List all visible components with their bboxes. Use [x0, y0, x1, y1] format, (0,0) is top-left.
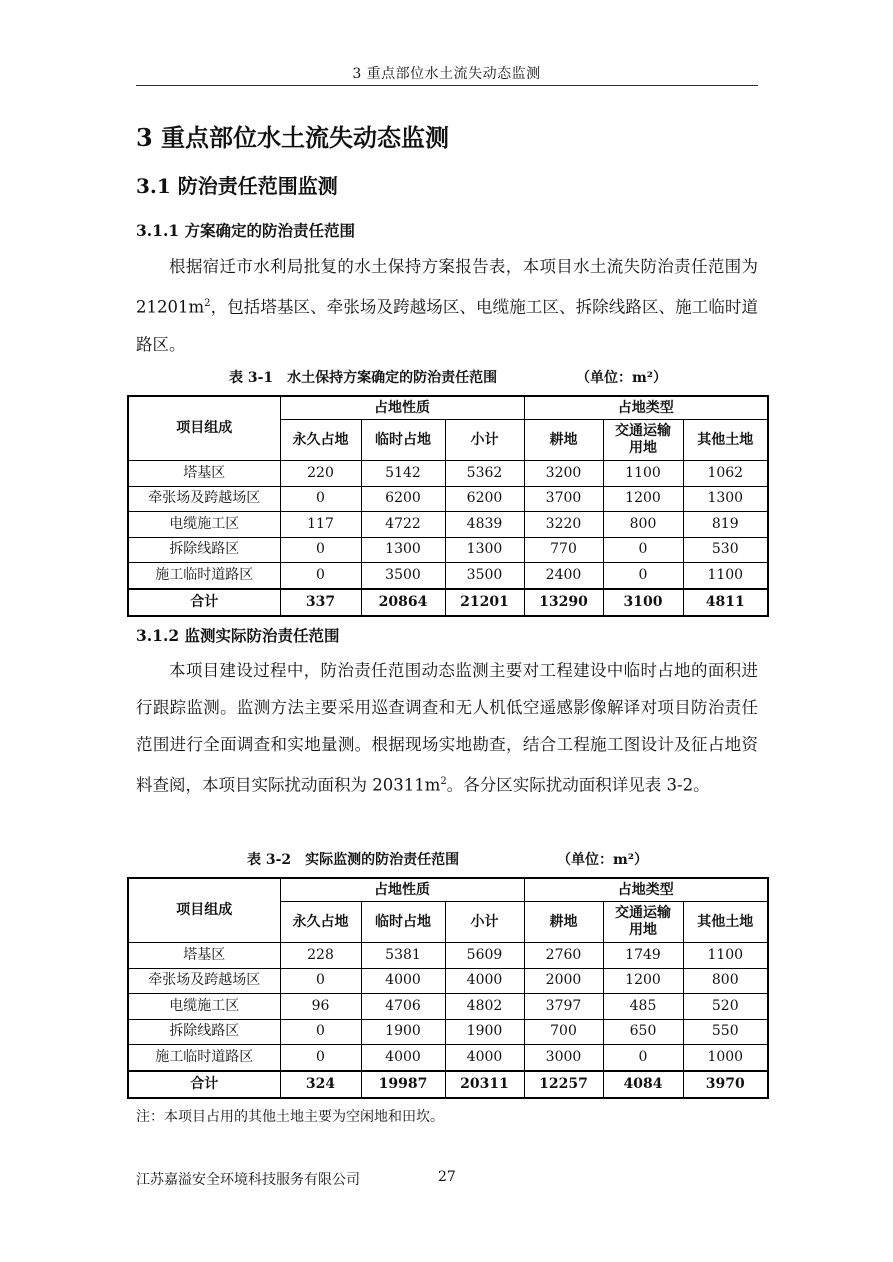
cell: 0	[603, 1045, 683, 1071]
table-row	[128, 537, 768, 563]
cell: 1000	[683, 1045, 768, 1071]
cell: 1900	[445, 1019, 524, 1045]
cell: 拆除线路区	[128, 537, 280, 563]
table-1-unit: （单位：m²）	[576, 370, 667, 386]
cell: 5609	[445, 943, 524, 969]
cell: 117	[280, 512, 361, 538]
table-row	[128, 994, 768, 1020]
cell: 4811	[683, 589, 768, 616]
paragraph-1-text-b: ，包括塔基区、牵张场及跨越场区、电缆施工区、拆除线路区、施工临时道路区。	[136, 297, 758, 354]
cell: 337	[280, 589, 361, 616]
cell: 13290	[524, 589, 603, 616]
table-2-unit: （单位：m²）	[557, 852, 648, 868]
header-other: 其他土地	[683, 420, 768, 461]
table-row	[128, 563, 768, 589]
cell: 228	[280, 943, 361, 969]
cell: 4706	[361, 994, 445, 1020]
cell: 530	[683, 537, 768, 563]
cell: 1900	[361, 1019, 445, 1045]
cell: 0	[280, 537, 361, 563]
header-cultivated: 耕地	[524, 420, 603, 461]
header-item: 项目组成	[128, 878, 280, 943]
cell: 96	[280, 994, 361, 1020]
cell: 650	[603, 1019, 683, 1045]
cell: 3500	[361, 563, 445, 589]
cell: 1300	[683, 486, 768, 512]
paragraph-2-text-b: 。各分区实际扰动面积详见表 3-2。	[446, 775, 710, 795]
cell: 1749	[603, 943, 683, 969]
cell: 施工临时道路区	[128, 563, 280, 589]
table-row	[128, 486, 768, 512]
cell: 合计	[128, 589, 280, 616]
cell: 合计	[128, 1071, 280, 1098]
cell: 塔基区	[128, 943, 280, 969]
header-land-nature: 占地性质	[280, 396, 524, 420]
header-item: 项目组成	[128, 396, 280, 461]
cell: 3500	[445, 563, 524, 589]
table-row-total	[128, 1071, 768, 1098]
subsection-title-2: 3.1.2 监测实际防治责任范围	[136, 626, 340, 645]
section-title: 3.1 防治责任范围监测	[136, 174, 338, 198]
header-land-nature: 占地性质	[280, 878, 524, 902]
cell: 4000	[361, 1045, 445, 1071]
cell: 1100	[683, 563, 768, 589]
cell: 0	[280, 1019, 361, 1045]
cell: 2000	[524, 968, 603, 994]
cell: 4839	[445, 512, 524, 538]
table-row	[128, 1045, 768, 1071]
header-transport: 交通运输用地	[603, 420, 683, 461]
cell: 3797	[524, 994, 603, 1020]
cell: 3220	[524, 512, 603, 538]
cell: 6200	[445, 486, 524, 512]
cell: 4084	[603, 1071, 683, 1098]
cell: 4722	[361, 512, 445, 538]
cell: 520	[683, 994, 768, 1020]
running-header-title: 3 重点部位水土流失动态监测	[352, 66, 541, 82]
cell: 4000	[445, 968, 524, 994]
header-land-type: 占地类型	[524, 878, 768, 902]
table-row	[128, 943, 768, 969]
table-note: 注：本项目占用的其他土地主要为空闲地和田坎。	[136, 1109, 444, 1125]
header-subtotal: 小计	[445, 902, 524, 943]
table-row	[128, 968, 768, 994]
cell: 12257	[524, 1071, 603, 1098]
header-cultivated: 耕地	[524, 902, 603, 943]
paragraph-1-sup: 2	[204, 298, 211, 309]
cell: 4000	[361, 968, 445, 994]
table-row	[128, 512, 768, 538]
cell: 819	[683, 512, 768, 538]
cell: 21201	[445, 589, 524, 616]
table-2-caption: 表 3-2 实际监测的防治责任范围	[247, 852, 460, 868]
cell: 20864	[361, 589, 445, 616]
cell: 20311	[445, 1071, 524, 1098]
cell: 拆除线路区	[128, 1019, 280, 1045]
cell: 5362	[445, 461, 524, 487]
cell: 220	[280, 461, 361, 487]
cell: 牵张场及跨越场区	[128, 968, 280, 994]
header-temporary: 临时占地	[361, 902, 445, 943]
cell: 5381	[361, 943, 445, 969]
cell: 0	[280, 968, 361, 994]
paragraph-2-sup: 2	[440, 776, 447, 787]
subsection-title-1: 3.1.1 方案确定的防治责任范围	[136, 221, 356, 240]
cell: 0	[280, 1045, 361, 1071]
table-row-total	[128, 589, 768, 616]
paragraph-1	[136, 248, 758, 363]
cell: 塔基区	[128, 461, 280, 487]
cell: 1200	[603, 968, 683, 994]
cell: 550	[683, 1019, 768, 1045]
cell: 1100	[683, 943, 768, 969]
header-transport: 交通运输用地	[603, 902, 683, 943]
cell: 6200	[361, 486, 445, 512]
chapter-title: 3 重点部位水土流失动态监测	[136, 123, 450, 152]
cell: 19987	[361, 1071, 445, 1098]
header-other: 其他土地	[683, 902, 768, 943]
table-2	[127, 877, 769, 1099]
table-row	[128, 461, 768, 487]
cell: 3700	[524, 486, 603, 512]
header-subtotal: 小计	[445, 420, 524, 461]
cell: 2760	[524, 943, 603, 969]
cell: 施工临时道路区	[128, 1045, 280, 1071]
cell: 0	[280, 486, 361, 512]
table-row	[128, 1019, 768, 1045]
cell: 1062	[683, 461, 768, 487]
cell: 3200	[524, 461, 603, 487]
cell: 4000	[445, 1045, 524, 1071]
cell: 1300	[361, 537, 445, 563]
cell: 1200	[603, 486, 683, 512]
cell: 4802	[445, 994, 524, 1020]
header-permanent: 永久占地	[280, 420, 361, 461]
cell: 5142	[361, 461, 445, 487]
cell: 1100	[603, 461, 683, 487]
table-1-caption: 表 3-1 水土保持方案确定的防治责任范围	[229, 370, 498, 386]
paragraph-2	[136, 652, 758, 804]
cell: 2400	[524, 563, 603, 589]
cell: 3000	[524, 1045, 603, 1071]
cell: 1300	[445, 537, 524, 563]
cell: 牵张场及跨越场区	[128, 486, 280, 512]
table-1	[127, 395, 769, 617]
cell: 0	[603, 563, 683, 589]
paragraph-2-text-a: 本项目建设过程中，防治责任范围动态监测主要对工程建设中临时占地的面积进行跟踪监测。监测方法主要采用巡查调查和无人机低空遥感影像解译对项目防治责任范围进行全面调查和实地量测。根据现场实地勘查，结合工程施工图设计及征占地资料查阅，本项目实际扰动面积为 20311m	[136, 661, 758, 795]
cell: 485	[603, 994, 683, 1020]
footer-company: 江苏嘉溢安全环境科技服务有限公司	[136, 1172, 360, 1188]
cell: 3100	[603, 589, 683, 616]
cell: 324	[280, 1071, 361, 1098]
page-number: 27	[438, 1169, 456, 1185]
cell: 800	[683, 968, 768, 994]
cell: 800	[603, 512, 683, 538]
cell: 电缆施工区	[128, 512, 280, 538]
header-temporary: 临时占地	[361, 420, 445, 461]
cell: 770	[524, 537, 603, 563]
cell: 电缆施工区	[128, 994, 280, 1020]
cell: 700	[524, 1019, 603, 1045]
header-permanent: 永久占地	[280, 902, 361, 943]
header-rule	[136, 85, 758, 86]
header-land-type: 占地类型	[524, 396, 768, 420]
cell: 0	[280, 563, 361, 589]
paragraph-1-text-a: 根据宿迁市水利局批复的水土保持方案报告表，本项目水土流失防治责任范围为 21201m	[136, 257, 758, 317]
cell: 0	[603, 537, 683, 563]
cell: 3970	[683, 1071, 768, 1098]
